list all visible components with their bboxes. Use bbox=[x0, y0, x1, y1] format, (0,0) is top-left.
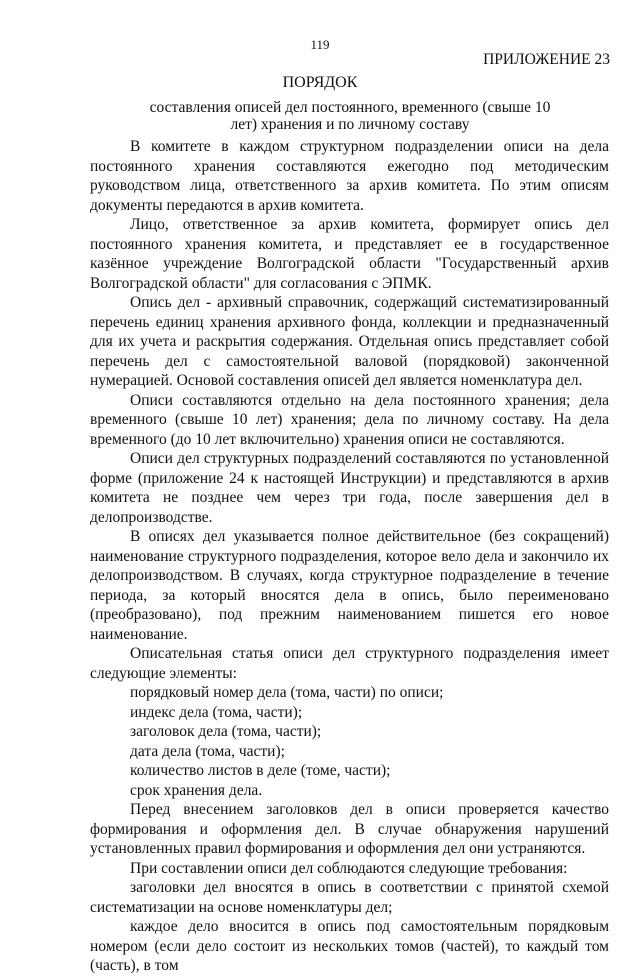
paragraph: Описи составляются отдельно на дела постоянного хранения; дела временного (свыше 10 лет) хранения; дела по личному составу. На дела временного (до 10 лет включительно) хранения описи не составляются. bbox=[90, 391, 609, 448]
list-item: количество листов в деле (томе, части); bbox=[130, 762, 391, 779]
paragraph: заголовки дел вносятся в опись в соответствии с принятой схемой систематизации на основе номенклатуры дел; bbox=[90, 879, 609, 916]
paragraph: В описях дел указывается полное действительное (без сокращений) наименование структурного подразделения, которое вело дела и закончило их делопроизводством. В случаях, когда структурное подразделение в течение периода, за который вносятся дела в опись, было переименовано (преобразовано), под прежним наименованием пишется его новое наименование. bbox=[90, 528, 609, 643]
paragraph: Описательная статья описи дел структурного подразделения имеет следующие элементы: bbox=[90, 645, 609, 682]
list-item: индекс дела (тома, части); bbox=[130, 703, 303, 721]
document-title: ПОРЯДОК bbox=[282, 74, 358, 91]
list-item: заголовок дела (тома, части); bbox=[130, 723, 322, 740]
list-item: дата дела (тома, части); bbox=[130, 742, 285, 760]
list-item: порядковый номер дела (тома, части) по описи; bbox=[130, 684, 444, 701]
paragraph: Лицо, ответственное за архив комитета, формирует опись дел постоянного хранения комитета, и представляет ее в государственное казённое учреждение Волгоградской области "Государственный архив Волгоградской области" для согласования с ЭПМК. bbox=[90, 216, 609, 292]
appendix-label: ПРИЛОЖЕНИЕ 23 bbox=[483, 51, 610, 68]
paragraph: В комитете в каждом структурном подразделении описи на дела постоянного хранения составляются ежегодно под методическим руководством лица, ответственного за архив комитета. По этим описям документы передаются в архив комитета. bbox=[90, 138, 609, 214]
list-item: срок хранения дела. bbox=[130, 781, 263, 799]
paragraph: При составлении описи дел соблюдаются следующие требования: bbox=[130, 859, 568, 877]
page-number: 119 bbox=[310, 37, 330, 52]
document-body bbox=[90, 137, 609, 976]
paragraph: каждое дело вносится в опись под самостоятельным порядковым номером (если дело состоит из нескольких томов (частей), то каждый том (часть), в том bbox=[90, 918, 609, 974]
paragraph: Перед внесением заголовков дел в описи проверяется качество формирования и оформления дел. В случае обнаружения нарушений установленных правил формирования и оформления дел они устраняются. bbox=[90, 801, 609, 857]
document-subtitle: составления описей дел постоянного, временного (свыше 10 лет) хранения и по личному составу bbox=[149, 99, 551, 133]
paragraph: Описи дел структурных подразделений составляются по установленной форме (приложение 24 к настоящей Инструкции) и представляются в архив комитета не позднее чем через три года, после завершения дел в делопроизводстве. bbox=[90, 450, 609, 526]
paragraph: Опись дел - архивный справочник, содержащий систематизированный перечень единиц хранения архивного фонда, коллекции и предназначенный для их учета и раскрытия содержания. Отдельная опись представляет собой перечень дел с самостоятельной валовой (порядковой) законченной нумерацией. Основой составления описей дел является номенклатура дел. bbox=[90, 294, 609, 389]
